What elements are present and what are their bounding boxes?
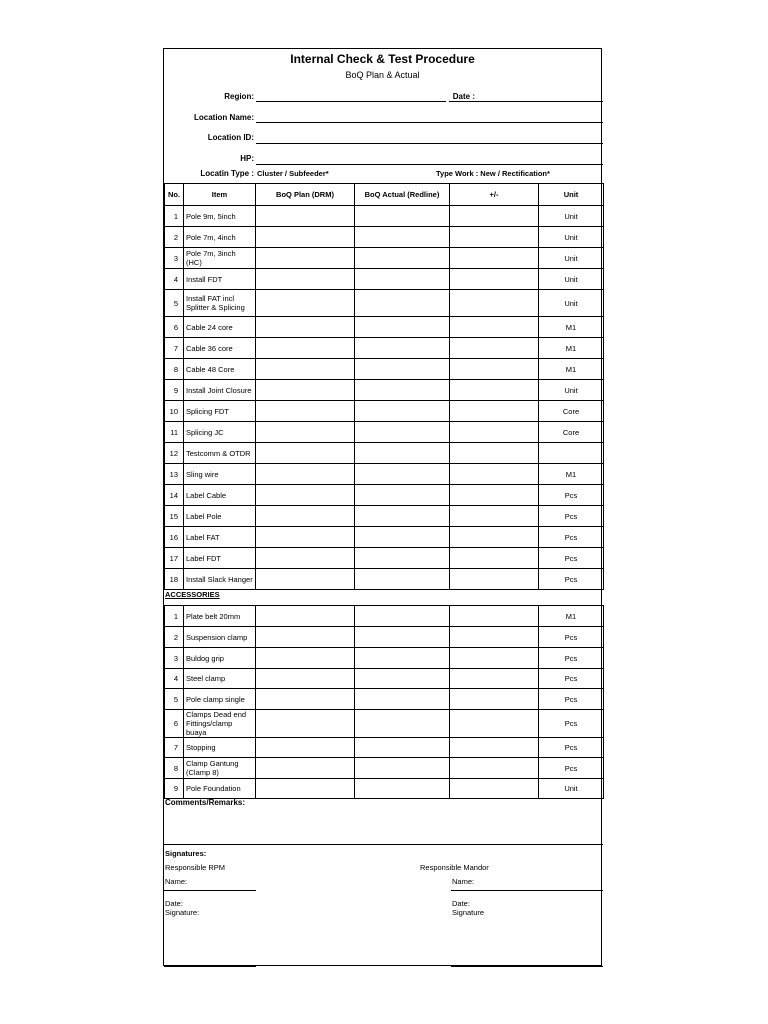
row-item: Cable 36 core (184, 338, 256, 359)
row-unit: M1 (539, 606, 604, 627)
boq-plan-cell[interactable] (256, 359, 355, 380)
row-unit: M1 (539, 359, 604, 380)
boq-actual-cell[interactable] (355, 758, 450, 779)
hp-label: HP: (240, 154, 254, 163)
row-unit: Pcs (539, 758, 604, 779)
boq-actual-cell[interactable] (355, 359, 450, 380)
location-type-value: Cluster / Subfeeder* (257, 169, 329, 178)
comments-label: Comments/Remarks: (165, 798, 246, 807)
boq-plan-cell[interactable] (256, 206, 355, 227)
boq-plan-cell[interactable] (256, 422, 355, 443)
table-row (165, 206, 604, 227)
boq-actual-cell[interactable] (355, 779, 450, 799)
table-row (165, 758, 604, 779)
col-boq-plan-header: BoQ Plan (DRM) (256, 184, 355, 206)
boq-actual-cell[interactable] (355, 738, 450, 758)
row-no: 2 (165, 627, 184, 648)
diff-cell[interactable] (450, 506, 539, 527)
table-row (165, 485, 604, 506)
boq-plan-cell[interactable] (256, 227, 355, 248)
form-title: Internal Check & Test Procedure (290, 52, 475, 66)
boq-actual-cell[interactable] (355, 606, 450, 627)
diff-cell[interactable] (450, 227, 539, 248)
row-unit: Unit (539, 380, 604, 401)
comments-field[interactable] (164, 809, 603, 843)
row-item: Suspension clamp (184, 627, 256, 648)
table-row (165, 248, 604, 269)
right-date-label: Date: (452, 899, 470, 908)
row-item: Install FAT incl Splitter & Splicing (184, 290, 256, 317)
boq-actual-cell[interactable] (355, 380, 450, 401)
row-unit: Pcs (539, 548, 604, 569)
diff-cell[interactable] (450, 206, 539, 227)
region-label: Region: (224, 92, 254, 101)
boq-plan-cell[interactable] (256, 380, 355, 401)
boq-actual-cell[interactable] (355, 464, 450, 485)
table-row (165, 648, 604, 669)
table-row (165, 401, 604, 422)
table-row (165, 359, 604, 380)
boq-plan-cell[interactable] (256, 779, 355, 799)
boq-plan-cell[interactable] (256, 738, 355, 758)
boq-actual-cell[interactable] (355, 206, 450, 227)
row-unit: Pcs (539, 710, 604, 738)
diff-cell[interactable] (450, 317, 539, 338)
boq-actual-cell[interactable] (355, 401, 450, 422)
boq-plan-cell[interactable] (256, 648, 355, 669)
row-unit: M1 (539, 464, 604, 485)
row-item: Sling wire (184, 464, 256, 485)
boq-plan-cell[interactable] (256, 317, 355, 338)
boq-actual-cell[interactable] (355, 689, 450, 710)
diff-cell[interactable] (450, 606, 539, 627)
table-row (165, 779, 604, 799)
row-no: 7 (165, 338, 184, 359)
row-no: 7 (165, 738, 184, 758)
row-item: Plate belt 20mm (184, 606, 256, 627)
location-name-field[interactable] (256, 122, 603, 123)
row-item: Pole clamp single (184, 689, 256, 710)
hp-field[interactable] (256, 164, 603, 165)
boq-plan-cell[interactable] (256, 669, 355, 689)
table-header-row (165, 184, 604, 206)
diff-cell[interactable] (450, 738, 539, 758)
row-unit: Pcs (539, 627, 604, 648)
table-row (165, 627, 604, 648)
table-row (165, 669, 604, 689)
row-item: Install FDT (184, 269, 256, 290)
diff-cell[interactable] (450, 422, 539, 443)
boq-plan-cell[interactable] (256, 527, 355, 548)
row-item: Pole 7m, 3inch (HC) (184, 248, 256, 269)
table-row (165, 422, 604, 443)
row-no: 14 (165, 485, 184, 506)
boq-table (164, 183, 604, 590)
row-no: 2 (165, 227, 184, 248)
boq-plan-cell[interactable] (256, 627, 355, 648)
row-item: Buldog grip (184, 648, 256, 669)
diff-cell[interactable] (450, 710, 539, 738)
table-row (165, 689, 604, 710)
right-signature-label: Signature (452, 908, 485, 917)
diff-cell[interactable] (450, 269, 539, 290)
diff-cell[interactable] (450, 359, 539, 380)
boq-actual-cell[interactable] (355, 527, 450, 548)
table-row (165, 548, 604, 569)
col-item-header: Item (184, 184, 256, 206)
row-no: 10 (165, 401, 184, 422)
form-subtitle: BoQ Plan & Actual (345, 70, 420, 80)
row-item: Label Cable (184, 485, 256, 506)
location-type-label: Locatin Type : (200, 169, 254, 178)
left-name-label: Name: (165, 877, 188, 886)
table-row (165, 738, 604, 758)
diff-cell[interactable] (450, 290, 539, 317)
boq-actual-cell[interactable] (355, 485, 450, 506)
row-no: 3 (165, 248, 184, 269)
table-row (165, 506, 604, 527)
boq-actual-cell[interactable] (355, 248, 450, 269)
boq-actual-cell[interactable] (355, 443, 450, 464)
row-unit: Unit (539, 227, 604, 248)
row-unit: Pcs (539, 569, 604, 590)
boq-actual-cell[interactable] (355, 648, 450, 669)
row-item: Pole 9m, 5inch (184, 206, 256, 227)
diff-cell[interactable] (450, 779, 539, 799)
boq-actual-cell[interactable] (355, 506, 450, 527)
diff-cell[interactable] (450, 758, 539, 779)
left-role: Responsible RPM (165, 863, 226, 872)
row-item: Clamp Gantung (Clamp 8) (184, 758, 256, 779)
row-unit: Pcs (539, 506, 604, 527)
boq-plan-cell[interactable] (256, 443, 355, 464)
row-unit: M1 (539, 317, 604, 338)
diff-cell[interactable] (450, 527, 539, 548)
row-unit: M1 (539, 338, 604, 359)
diff-cell[interactable] (450, 485, 539, 506)
boq-plan-cell[interactable] (256, 290, 355, 317)
right-signature-field[interactable] (451, 966, 603, 967)
diff-cell[interactable] (450, 548, 539, 569)
row-no: 18 (165, 569, 184, 590)
row-item: Stopping (184, 738, 256, 758)
boq-actual-cell[interactable] (355, 317, 450, 338)
row-no: 15 (165, 506, 184, 527)
diff-cell[interactable] (450, 569, 539, 590)
table-row (165, 527, 604, 548)
row-item: Install Joint Closure (184, 380, 256, 401)
left-signature-label: Signature: (165, 908, 200, 917)
row-item: Testcomm & OTDR (184, 443, 256, 464)
boq-plan-cell[interactable] (256, 569, 355, 590)
row-unit: Pcs (539, 669, 604, 689)
boq-plan-cell[interactable] (256, 710, 355, 738)
boq-plan-cell[interactable] (256, 758, 355, 779)
boq-plan-cell[interactable] (256, 689, 355, 710)
row-unit: Pcs (539, 689, 604, 710)
table-row (165, 290, 604, 317)
row-unit (539, 443, 604, 464)
row-item: Label FAT (184, 527, 256, 548)
diff-cell[interactable] (450, 627, 539, 648)
boq-actual-cell[interactable] (355, 227, 450, 248)
signatures-title: Signatures: (165, 849, 207, 858)
row-unit: Unit (539, 248, 604, 269)
row-unit: Pcs (539, 527, 604, 548)
boq-actual-cell[interactable] (355, 290, 450, 317)
row-no: 16 (165, 527, 184, 548)
boq-plan-cell[interactable] (256, 401, 355, 422)
row-unit: Unit (539, 269, 604, 290)
col-no-header: No. (165, 184, 184, 206)
diff-cell[interactable] (450, 401, 539, 422)
row-no: 4 (165, 669, 184, 689)
row-no: 5 (165, 290, 184, 317)
row-no: 13 (165, 464, 184, 485)
row-unit: Core (539, 401, 604, 422)
row-item: Cable 24 core (184, 317, 256, 338)
left-date-label: Date: (165, 899, 183, 908)
row-no: 3 (165, 648, 184, 669)
row-no: 8 (165, 758, 184, 779)
col-diff-header: +/- (450, 184, 539, 206)
diff-cell[interactable] (450, 248, 539, 269)
row-item: Splicing JC (184, 422, 256, 443)
boq-plan-cell[interactable] (256, 606, 355, 627)
boq-plan-cell[interactable] (256, 269, 355, 290)
row-item: Steel clamp (184, 669, 256, 689)
row-no: 17 (165, 548, 184, 569)
accessories-table (164, 605, 604, 799)
location-name-label: Location Name: (193, 113, 254, 122)
row-item: Label FDT (184, 548, 256, 569)
table-row (165, 606, 604, 627)
row-item: Splicing FDT (184, 401, 256, 422)
table-row (165, 464, 604, 485)
row-item: Clamps Dead end Fittings/clamp buaya (184, 710, 256, 738)
row-no: 4 (165, 269, 184, 290)
row-no: 6 (165, 710, 184, 738)
row-no: 1 (165, 606, 184, 627)
row-no: 12 (165, 443, 184, 464)
boq-plan-cell[interactable] (256, 485, 355, 506)
boq-actual-cell[interactable] (355, 669, 450, 689)
boq-actual-cell[interactable] (355, 269, 450, 290)
row-unit: Unit (539, 290, 604, 317)
row-unit: Unit (539, 779, 604, 799)
row-unit: Pcs (539, 738, 604, 758)
diff-cell[interactable] (450, 689, 539, 710)
diff-cell[interactable] (450, 338, 539, 359)
date-label: Date : (452, 92, 475, 101)
row-item: Pole Foundation (184, 779, 256, 799)
row-no: 9 (165, 380, 184, 401)
row-item: Install Slack Hanger (184, 569, 256, 590)
row-unit: Unit (539, 206, 604, 227)
row-unit: Pcs (539, 648, 604, 669)
row-no: 11 (165, 422, 184, 443)
boq-plan-cell[interactable] (256, 464, 355, 485)
left-signature-field[interactable] (164, 966, 256, 967)
diff-cell[interactable] (450, 464, 539, 485)
boq-actual-cell[interactable] (355, 548, 450, 569)
table-row (165, 269, 604, 290)
boq-actual-cell[interactable] (355, 710, 450, 738)
row-item: Pole 7m, 4inch (184, 227, 256, 248)
boq-plan-cell[interactable] (256, 506, 355, 527)
signatures-section (164, 844, 603, 967)
diff-cell[interactable] (450, 443, 539, 464)
right-role: Responsible Mandor (420, 863, 489, 872)
boq-plan-cell[interactable] (256, 338, 355, 359)
right-name-field[interactable] (451, 890, 603, 891)
row-no: 1 (165, 206, 184, 227)
table-row (165, 227, 604, 248)
table-row (165, 338, 604, 359)
table-row (165, 317, 604, 338)
row-item: Label Pole (184, 506, 256, 527)
row-no: 8 (165, 359, 184, 380)
form-sheet (163, 48, 602, 966)
accessories-heading: ACCESSORIES (165, 590, 220, 599)
row-no: 5 (165, 689, 184, 710)
table-row (165, 710, 604, 738)
row-no: 9 (165, 779, 184, 799)
location-id-field[interactable] (256, 143, 603, 144)
row-unit: Pcs (539, 485, 604, 506)
left-name-field[interactable] (164, 890, 256, 891)
type-work-label: Type Work : New / Rectification* (436, 169, 550, 178)
diff-cell[interactable] (450, 648, 539, 669)
row-unit: Core (539, 422, 604, 443)
boq-actual-cell[interactable] (355, 338, 450, 359)
table-row (165, 443, 604, 464)
boq-plan-cell[interactable] (256, 248, 355, 269)
date-field[interactable] (449, 101, 603, 102)
diff-cell[interactable] (450, 380, 539, 401)
row-item: Cable 48 Core (184, 359, 256, 380)
right-name-label: Name: (452, 877, 475, 886)
col-unit-header: Unit (539, 184, 604, 206)
boq-actual-cell[interactable] (355, 422, 450, 443)
table-row (165, 569, 604, 590)
col-boq-actual-header: BoQ Actual (Redline) (355, 184, 450, 206)
row-no: 6 (165, 317, 184, 338)
boq-actual-cell[interactable] (355, 569, 450, 590)
boq-actual-cell[interactable] (355, 627, 450, 648)
region-field[interactable] (256, 101, 446, 102)
boq-plan-cell[interactable] (256, 548, 355, 569)
diff-cell[interactable] (450, 669, 539, 689)
table-row (165, 380, 604, 401)
location-id-label: Location ID: (207, 133, 254, 142)
